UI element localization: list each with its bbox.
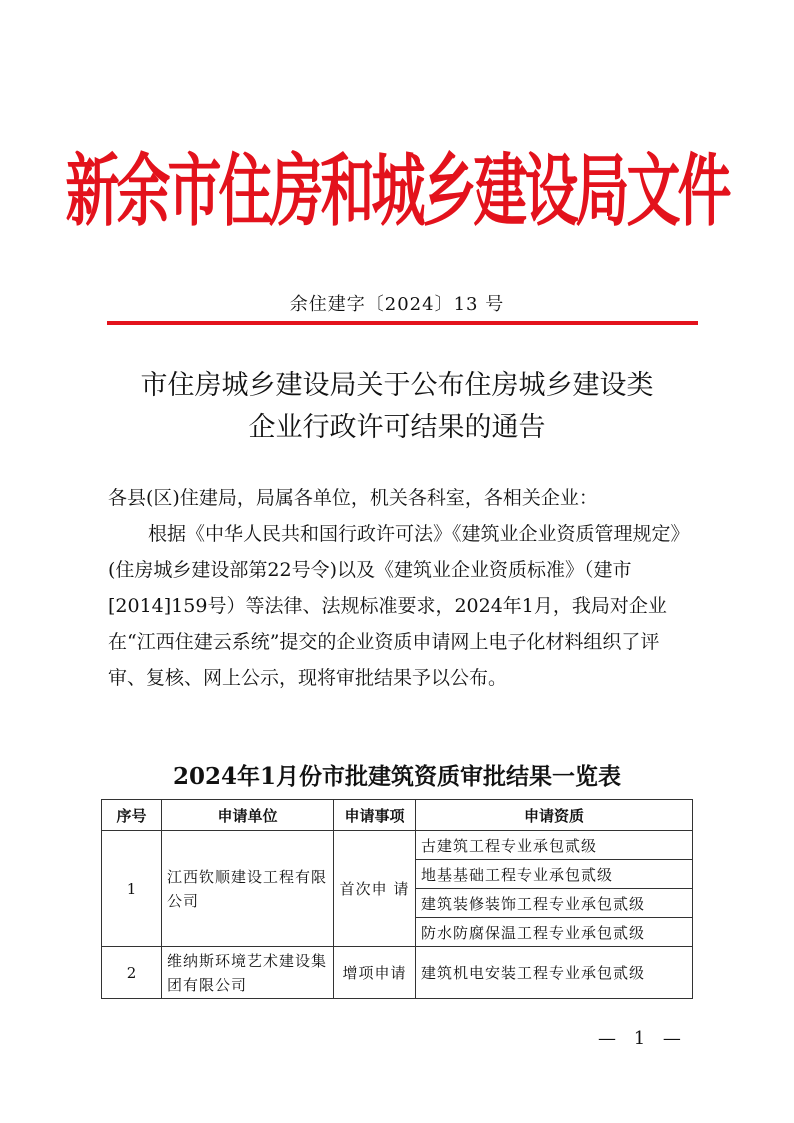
- red-divider-line: [107, 321, 698, 325]
- document-masthead: 新余市住房和城乡建设局文件: [65, 145, 729, 237]
- header-item: 申请事项: [334, 800, 416, 831]
- header-seq: 序号: [102, 800, 162, 831]
- table-title: 2024年1月份市批建筑资质审批结果一览表: [172, 763, 622, 790]
- table-header-row: [102, 800, 693, 831]
- row-qualification: 建筑机电安装工程专业承包贰级: [416, 947, 693, 999]
- page-number: — 1 —: [598, 1028, 687, 1049]
- header-unit: 申请单位: [162, 800, 334, 831]
- row-unit: 维纳斯环境艺术建设集团有限公司: [162, 947, 334, 999]
- document-number: 余住建字〔2024〕13 号: [289, 294, 505, 315]
- row-seq: 1: [102, 831, 162, 947]
- title-line-2: 企业行政许可结果的通告: [248, 412, 546, 443]
- addressee-line: 各县(区)住建局，局属各单位，机关各科室，各相关企业：: [108, 487, 598, 509]
- row-qualification: 建筑装修装饰工程专业承包贰级: [416, 889, 693, 918]
- document-title: [0, 365, 794, 449]
- row-seq: 2: [102, 947, 162, 999]
- title-line-1: 市住房城乡建设局关于公布住房城乡建设类: [140, 370, 654, 401]
- approval-results-table: [101, 799, 693, 999]
- header-qualification: 申请资质: [416, 800, 693, 831]
- table-row: [102, 831, 693, 860]
- row-item: 首次申 请: [334, 831, 416, 947]
- row-item: 增项申请: [334, 947, 416, 999]
- document-body: [108, 480, 691, 696]
- body-paragraph: 根据《中华人民共和国行政许可法》《建筑业企业资质管理规定》(住房城乡建设部第22号令)以及《建筑业企业资质标准》（建市[2014]159号）等法律、法规标准要求，2024年1月，我局对企业在“江西住建云系统”提交的企业资质申请网上电子化材料组织了评审、复核、网上公示，现将审批结果予以公布。: [108, 523, 690, 689]
- row-qualification: 古建筑工程专业承包贰级: [416, 831, 693, 860]
- row-unit: 江西钦顺建设工程有限公司: [162, 831, 334, 947]
- table-row: [102, 947, 693, 999]
- row-qualification: 地基基础工程专业承包贰级: [416, 860, 693, 889]
- row-qualification: 防水防腐保温工程专业承包贰级: [416, 918, 693, 947]
